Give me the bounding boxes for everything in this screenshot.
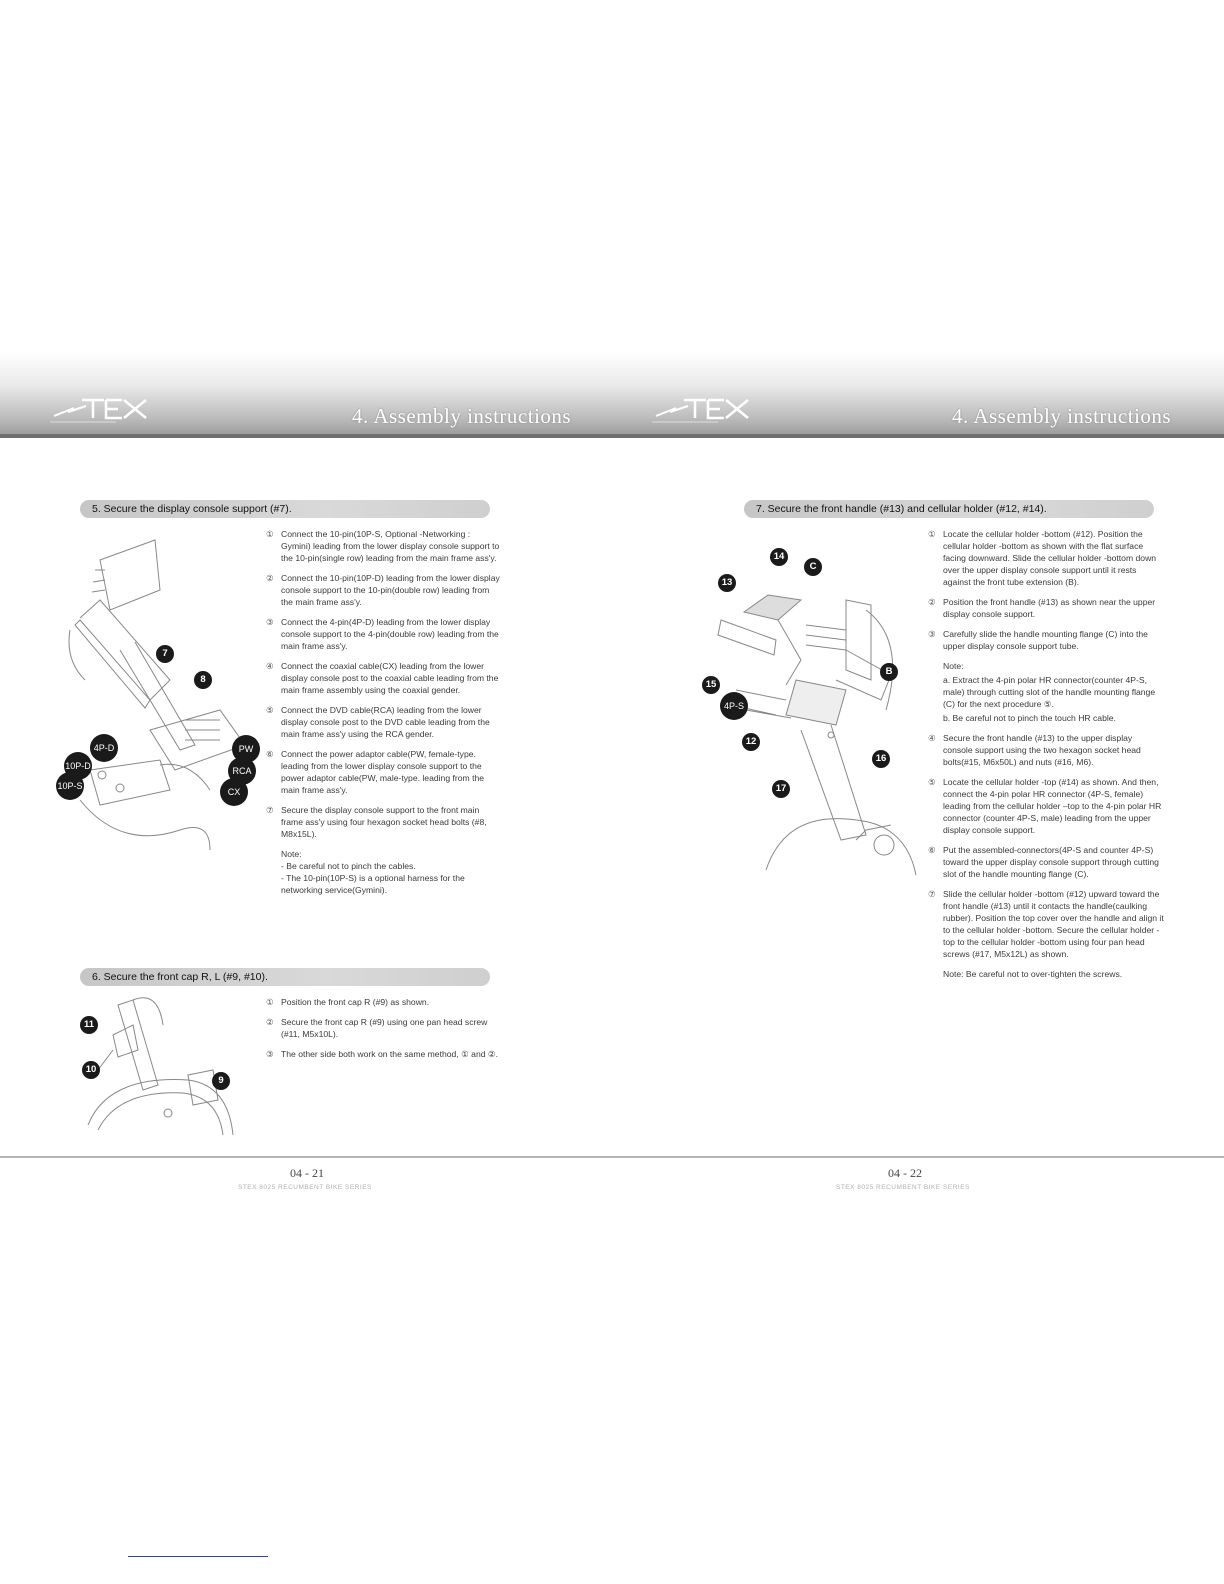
section-6-title: 6. Secure the front cap R, L (#9, #10). bbox=[80, 968, 490, 986]
connector-badge-cx: CX bbox=[220, 778, 248, 806]
step-item: ⑤ Locate the cellular holder -top (#14) as shown. And then, connect the 4-pin polar HR connector (4P-S, female) leading from the cellular holder –top to the 4-pin polar HR connector (counter 4P-S, male) leading from the upper display console support. bbox=[928, 777, 1162, 835]
connector-badge-4p-s: 4P-S bbox=[720, 692, 748, 720]
section-5-title: 5. Secure the display console support (#7). bbox=[80, 500, 490, 518]
connector-badge-pw: PW bbox=[232, 735, 260, 763]
step-item: ③ Connect the 4-pin(4P-D) leading from the lower display console support to the 4-pin(double row) leading from the main frame ass'y. bbox=[266, 617, 499, 651]
step-item: ① Connect the 10-pin(10P-S, Optional -Networking : Gymini) leading from the lower display console support to the 10-pin(single row) leading from the main frame ass'y. bbox=[266, 529, 500, 563]
section-5-steps bbox=[266, 528, 502, 896]
step-item: ⑦ Secure the display console support to the front main frame ass'y using four hexagon socket head bolts (#8, M8x15L). bbox=[266, 805, 487, 839]
link-underline bbox=[128, 1556, 268, 1557]
step-item: ③ Carefully slide the handle mounting flange (C) into the upper display console support tube. bbox=[928, 629, 1148, 651]
part-badge-b: B bbox=[880, 663, 898, 681]
step-item: ⑥ Put the assembled-connectors(4P-S and counter 4P-S) toward the upper display console support through cutting slot of the handle mounting flange (C). bbox=[928, 845, 1159, 879]
step-item: ① Position the front cap R (#9) as shown. bbox=[266, 997, 430, 1007]
header-title-left: 4. Assembly instructions bbox=[352, 404, 572, 428]
connector-badge-rca: RCA bbox=[228, 757, 256, 785]
footer-subtitle-right: STEX 8025 RECUMBENT BIKE SERIES bbox=[836, 1184, 970, 1191]
section-5-note: Note: - Be careful not to pinch the cables. - The 10-pin(10P-S) is a optional harness for the networking service(Gymini). bbox=[281, 849, 465, 895]
section-7-final-note: Note: Be careful not to over-tighten the screws. bbox=[943, 969, 1123, 979]
stex-logo-left bbox=[46, 386, 156, 432]
step-item: ② Secure the front cap R (#9) using one pan head screw (#11, M5x10L). bbox=[266, 1017, 488, 1039]
front-cap-diagram bbox=[78, 995, 238, 1135]
step-item: ④ Connect the coaxial cable(CX) leading from the lower display console post to the coaxial cable leading from the main frame assembly using the coaxial gender. bbox=[266, 661, 499, 695]
part-badge-8: 8 bbox=[194, 671, 212, 689]
part-badge-9: 9 bbox=[212, 1072, 230, 1090]
section-7-note: Note: a. Extract the 4-pin polar HR connector(counter 4P-S, male) through cutting slot of the handle mounting flange (C) for the next procedure ⑤. b. Be careful not to pinch the touch HR cable. bbox=[943, 661, 1156, 723]
part-badge-11: 11 bbox=[80, 1016, 98, 1034]
section-7-title: 7. Secure the front handle (#13) and cellular holder (#12, #14). bbox=[744, 500, 1154, 518]
console-support-diagram bbox=[60, 530, 260, 860]
step-item: ⑥ Connect the power adaptor cable(PW, female-type. leading from the lower display console support to the power adaptor cable(PW, male-type. leading from the main frame ass'y. bbox=[266, 749, 485, 795]
step-item: ⑤ Connect the DVD cable(RCA) leading from the lower display console post to the DVD cable leading from the main frame ass'y using the RCA gender. bbox=[266, 705, 490, 739]
step-item: ② Position the front handle (#13) as shown near the upper display console support. bbox=[928, 597, 1156, 619]
step-item: ① Locate the cellular holder -bottom (#12). Position the cellular holder -bottom as shown with the flat surface facing downward. Slide the cellular holder -bottom down over the upper display console support until it rests against the front tube extension (B). bbox=[928, 529, 1157, 587]
part-badge-12: 12 bbox=[742, 733, 760, 751]
page-number-right: 04 - 22 bbox=[888, 1166, 922, 1180]
header-title-right: 4. Assembly instructions bbox=[952, 404, 1172, 428]
step-item: ④ Secure the front handle (#13) to the upper display console support using the two hexagon socket head bolts(#15, M6x50L) and nuts (#16, M6). bbox=[928, 733, 1141, 767]
footer-subtitle-left: STEX 8025 RECUMBENT BIKE SERIES bbox=[238, 1184, 372, 1191]
part-badge-13: 13 bbox=[718, 574, 736, 592]
part-badge-7: 7 bbox=[156, 645, 174, 663]
connector-badge-10p-s: 10P-S bbox=[56, 772, 84, 800]
page-number-left: 04 - 21 bbox=[290, 1166, 324, 1180]
header-divider bbox=[0, 434, 1224, 438]
connector-badge-4p-d: 4P-D bbox=[90, 734, 118, 762]
part-badge-c: C bbox=[804, 558, 822, 576]
footer-divider bbox=[0, 1156, 1224, 1158]
part-badge-14: 14 bbox=[770, 548, 788, 566]
part-badge-16: 16 bbox=[872, 750, 890, 768]
step-item: ③ The other side both work on the same method, ① and ②. bbox=[266, 1049, 499, 1059]
step-item: ② Connect the 10-pin(10P-D) leading from the lower display console support to the 10-pin(double row) leading from the main frame ass'y. bbox=[266, 573, 500, 607]
step-item: ⑦ Slide the cellular holder -bottom (#12) upward toward the front handle (#13) until it contacts the handle(caulking rubber). Position the top cover over the handle and align it to the cellular holder -bottom. Secure the cellular holder -top to the cellular holder -bottom using four pan head screws (#17, M5x12L) as shown. bbox=[928, 889, 1164, 959]
section-6-steps bbox=[266, 996, 502, 1068]
section-7-steps bbox=[928, 528, 1164, 980]
stex-logo-right bbox=[648, 386, 758, 432]
connector-badge-10p-d: 10P-D bbox=[64, 752, 92, 780]
part-badge-17: 17 bbox=[772, 780, 790, 798]
part-badge-15: 15 bbox=[702, 676, 720, 694]
part-badge-10: 10 bbox=[82, 1061, 100, 1079]
